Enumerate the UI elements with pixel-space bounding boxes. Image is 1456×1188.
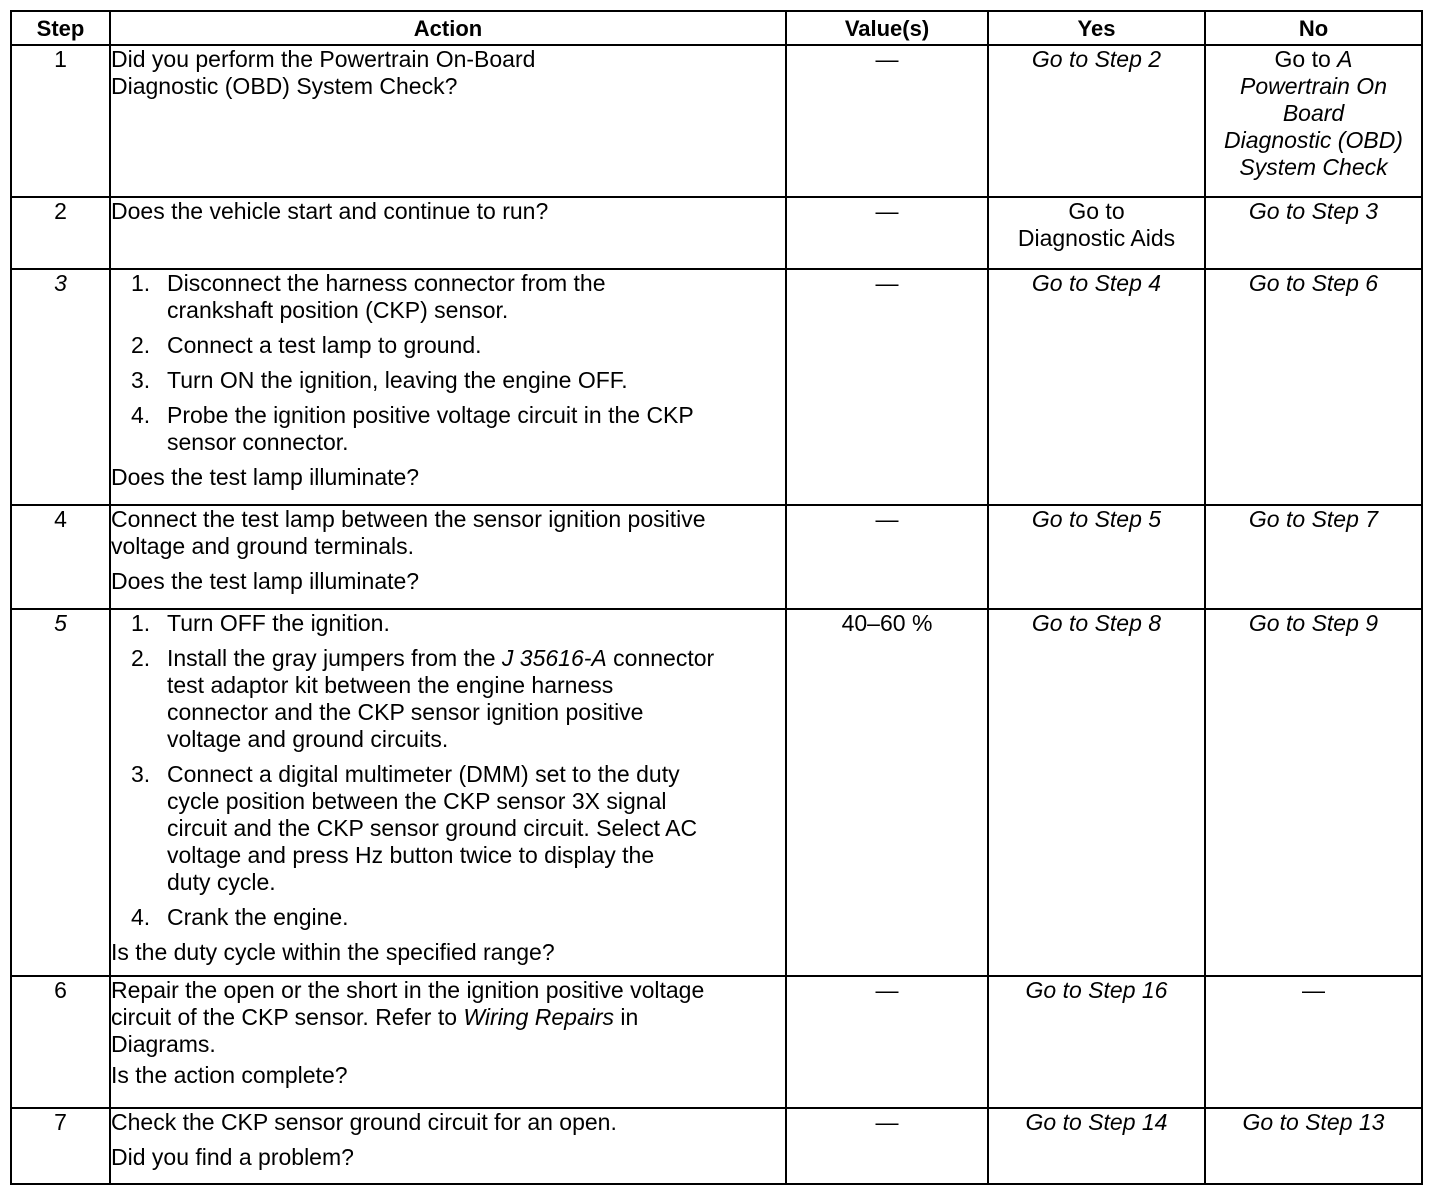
no-cell [1205,45,1422,197]
substep-number: 4. [131,402,151,428]
substep [111,332,785,359]
action-question: Does the test lamp illuminate? [111,464,420,490]
step-number: 1 [11,45,110,197]
table-row-step-5 [11,609,1422,976]
tool-reference: J 35616-A [501,645,607,671]
table-row-step-2 [11,197,1422,269]
substep [111,402,785,456]
yes-cell [988,269,1205,505]
yes-cell [988,197,1205,269]
no-cell [1205,269,1422,505]
action-text: in [620,1004,639,1030]
yes-cell [988,1108,1205,1184]
header-action: Action [110,11,786,45]
action-text: Does the vehicle start and continue to run? [111,198,549,224]
substep [111,367,785,394]
substep-text: crankshaft position (CKP) sensor. [167,297,509,323]
step-number: 6 [11,976,110,1108]
substep-number: 3. [131,367,151,393]
no-reference: Powertrain On [1239,73,1387,99]
no-cell [1205,1108,1422,1184]
table-row-step-3 [11,269,1422,505]
no-link: Go to Step 6 [1248,270,1379,296]
yes-cell [988,505,1205,609]
substep-text: connector [613,645,715,671]
no-link: Go to Step 3 [1248,198,1379,224]
action-text: voltage and ground terminals. [111,533,415,559]
header-no: No [1205,11,1422,45]
action-cell [110,505,786,609]
action-cell [110,609,786,976]
yes-cell [988,976,1205,1108]
no-reference: Diagnostic (OBD) [1224,127,1403,153]
no-cell [1205,609,1422,976]
step-number: 4 [11,505,110,609]
substep-number: 2. [131,332,151,358]
no-reference: System Check [1239,154,1388,180]
substep-list [111,270,785,456]
substep-number: 1. [131,270,151,296]
yes-cell [988,609,1205,976]
header-values: Value(s) [786,11,988,45]
step-number: 3 [11,269,110,505]
substep-text: duty cycle. [167,869,276,895]
substep-text: Connect a digital multimeter (DMM) set to the duty [167,761,680,787]
substep-text: Turn OFF the ignition. [167,610,390,636]
action-text: Check the CKP sensor ground circuit for an open. [111,1109,617,1135]
action-cell [110,269,786,505]
substep-text: connector and the CKP sensor ignition positive [167,699,644,725]
no-link: Go to Step 13 [1242,1109,1385,1135]
substep [111,761,785,896]
substep-text: Disconnect the harness connector from the [167,270,606,296]
action-text: circuit of the CKP sensor. Refer to [111,1004,458,1030]
yes-link: Go to Step 5 [1031,506,1162,532]
substep-text: cycle position between the CKP sensor 3X signal [167,788,667,814]
value-cell: — [786,197,988,269]
substep-number: 4. [131,904,151,930]
header-row [11,11,1422,45]
substep [111,610,785,637]
no-reference: A [1337,46,1353,72]
substep-number: 1. [131,610,151,636]
header-step: Step [11,11,110,45]
no-link: Go to Step 9 [1248,610,1379,636]
substep-number: 3. [131,761,151,787]
substep-text: circuit and the CKP sensor ground circuit. Select AC [167,815,698,841]
manual-reference: Wiring Repairs [463,1004,615,1030]
yes-reference: Diagnostic Aids [1017,225,1176,251]
substep-text: test adaptor kit between the engine harness [167,672,614,698]
yes-link: Go to Step 2 [1031,46,1162,72]
no-prefix: Go to [1274,46,1331,72]
substep-text: sensor connector. [167,429,349,455]
no-link: Go to Step 7 [1248,506,1379,532]
action-text: Connect the test lamp between the sensor ignition positive [111,506,706,532]
action-text: Diagrams. [111,1031,216,1057]
action-cell [110,197,786,269]
yes-link: Go to Step 8 [1031,610,1162,636]
substep-text: Install the gray jumpers from the [167,645,496,671]
diagnostic-table [10,10,1423,1185]
substep-number: 2. [131,645,151,671]
action-question: Did you find a problem? [111,1144,354,1170]
value-cell: — [786,1108,988,1184]
substep-text: Connect a test lamp to ground. [167,332,482,358]
substep-text: Crank the engine. [167,904,349,930]
substep-text: Turn ON the ignition, leaving the engine OFF. [167,367,628,393]
table-row-step-7 [11,1108,1422,1184]
table-row-step-6 [11,976,1422,1108]
action-cell [110,45,786,197]
action-cell [110,976,786,1108]
action-question: Is the duty cycle within the specified range? [111,939,555,965]
substep [111,904,785,931]
yes-link: Go to Step 4 [1031,270,1162,296]
action-text: Repair the open or the short in the ignition positive voltage [111,977,705,1003]
action-text: Diagnostic (OBD) System Check? [111,73,458,99]
no-reference: Board [1282,100,1345,126]
yes-prefix: Go to [1068,198,1125,224]
header-yes: Yes [988,11,1205,45]
substep-list [111,610,785,931]
substep [111,645,785,753]
no-cell [1205,197,1422,269]
step-number: 7 [11,1108,110,1184]
table-row-step-1 [11,45,1422,197]
substep-text: voltage and press Hz button twice to display the [167,842,655,868]
yes-cell [988,45,1205,197]
action-text: Did you perform the Powertrain On-Board [111,46,536,72]
value-cell: — [786,269,988,505]
step-number: 5 [11,609,110,976]
table-row-step-4 [11,505,1422,609]
yes-link: Go to Step 14 [1025,1109,1168,1135]
substep-text: voltage and ground circuits. [167,726,449,752]
value-cell: — [786,45,988,197]
no-cell [1205,505,1422,609]
value-cell: — [786,505,988,609]
substep [111,270,785,324]
action-question: Does the test lamp illuminate? [111,568,420,594]
value-cell: — [786,976,988,1108]
action-question: Is the action complete? [111,1062,348,1088]
no-value: — [1302,977,1325,1003]
no-cell [1205,976,1422,1108]
substep-text: Probe the ignition positive voltage circuit in the CKP [167,402,694,428]
value-cell: 40–60 % [786,609,988,976]
yes-link: Go to Step 16 [1025,977,1168,1003]
step-number: 2 [11,197,110,269]
action-cell [110,1108,786,1184]
